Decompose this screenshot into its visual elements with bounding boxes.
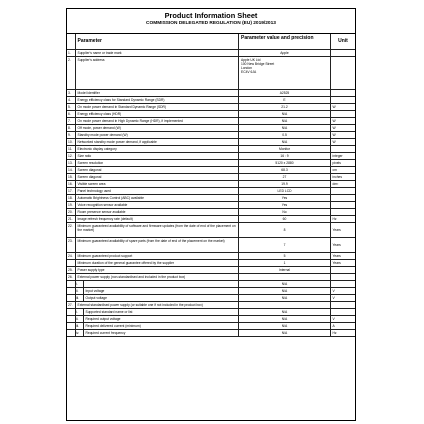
row-parameter: Required current frequency xyxy=(84,330,239,336)
row-sub-number: ii. xyxy=(76,316,84,322)
table-row xyxy=(67,90,355,97)
row-sub-number: iii. xyxy=(76,323,84,329)
row-value: N/A xyxy=(239,281,331,287)
table-row xyxy=(67,295,355,302)
table-row xyxy=(67,260,355,267)
row-unit: inches xyxy=(332,174,343,179)
row-sub-number: i. xyxy=(76,281,84,287)
row-number xyxy=(67,323,76,329)
row-parameter: Voice recognition sensor available xyxy=(76,202,239,208)
row-number: 3. xyxy=(67,90,76,96)
row-parameter: Standby mode power demand (W) xyxy=(76,132,239,138)
table-row xyxy=(67,267,355,274)
row-parameter: Networked standby mode power demand, if applicable xyxy=(76,139,239,145)
row-parameter: Power supply type xyxy=(76,267,239,273)
row-parameter: Electronic display category xyxy=(76,146,239,152)
row-value: N/A xyxy=(239,323,331,329)
row-number: 12. xyxy=(67,153,76,159)
row-parameter: Minimum guaranteed product support xyxy=(76,253,239,259)
sheet-title: Product Information Sheet xyxy=(164,11,258,20)
row-unit xyxy=(331,50,355,56)
table-row xyxy=(67,223,355,238)
row-number: 8. xyxy=(67,125,76,131)
row-unit: Years xyxy=(332,228,341,232)
row-unit xyxy=(331,281,355,287)
row-unit: Hz xyxy=(332,330,337,335)
row-unit xyxy=(331,274,355,280)
row-parameter: Energy efficiency class for Standard Dynamic Range (SDR) xyxy=(76,97,239,103)
row-number xyxy=(67,309,76,315)
row-unit: dm² xyxy=(332,181,339,186)
row-number xyxy=(67,295,76,301)
row-parameter: Supported standard name or list xyxy=(84,309,239,315)
row-number: 16. xyxy=(67,181,76,187)
row-unit: W xyxy=(332,139,336,144)
row-value: 19.9 xyxy=(239,181,331,187)
row-unit: A xyxy=(332,323,335,328)
row-value xyxy=(239,274,331,280)
table-row xyxy=(67,274,355,281)
row-parameter: Minimum guaranteed availability of software and firmware updates (from the date of end of the placement on the market) xyxy=(76,223,239,237)
table-row xyxy=(67,111,355,118)
row-value: No xyxy=(239,209,331,215)
row-number: 17. xyxy=(67,188,76,194)
row-value: E xyxy=(239,97,331,103)
table-row xyxy=(67,330,355,337)
row-unit xyxy=(331,97,355,103)
row-value: N/A xyxy=(239,139,331,145)
row-unit: V xyxy=(332,316,335,321)
sheet-subtitle: COMMISSION DELEGATED REGULATION (EU) 2019/2013 xyxy=(146,21,276,26)
row-number: 23. xyxy=(67,238,76,252)
row-parameter: Supplier's name or trade mark xyxy=(76,50,239,56)
row-number: 27. xyxy=(67,302,76,308)
row-number: 13. xyxy=(67,160,76,166)
row-unit xyxy=(331,90,355,96)
table-row xyxy=(67,104,355,111)
row-unit: V xyxy=(332,288,335,293)
row-parameter: Input voltage xyxy=(84,288,239,294)
row-unit: W xyxy=(332,104,336,109)
row-value: 7 xyxy=(239,238,331,252)
row-unit xyxy=(331,309,355,315)
row-unit xyxy=(331,302,355,308)
row-unit: W xyxy=(332,125,336,130)
table-row xyxy=(67,288,355,295)
row-value: Internal xyxy=(239,267,331,273)
row-parameter: Image refresh frequency rate (default) xyxy=(76,216,239,222)
row-value: 27 xyxy=(239,174,331,180)
row-number: 14. xyxy=(67,167,76,173)
row-value: N/A xyxy=(239,125,331,131)
row-value: LED LCD xyxy=(239,188,331,194)
row-unit: W xyxy=(332,118,336,123)
table-row xyxy=(67,302,355,309)
table-row xyxy=(67,202,355,209)
row-value: Apple xyxy=(239,50,331,56)
row-number xyxy=(67,281,76,287)
row-value: 60 xyxy=(239,216,331,222)
row-parameter: On mode power demand in High Dynamic Range (HDR), if implemented xyxy=(76,118,239,124)
table-row xyxy=(67,253,355,260)
row-number: 20. xyxy=(67,209,76,215)
row-parameter: Output voltage xyxy=(84,295,239,301)
table-row xyxy=(67,125,355,132)
row-unit: pixels xyxy=(332,160,341,165)
row-unit: Years xyxy=(332,253,341,258)
row-number: 5. xyxy=(67,104,76,110)
header-parameter: Parameter xyxy=(76,34,239,49)
row-parameter: On mode power demand in Standard Dynamic Range (SDR) xyxy=(76,104,239,110)
row-number: 11. xyxy=(67,146,76,152)
row-unit xyxy=(331,146,355,152)
row-value: 21.2 xyxy=(239,104,331,110)
header-number-cell xyxy=(67,34,76,49)
row-value: 5120 x 2880 xyxy=(239,160,331,166)
row-unit: W xyxy=(332,132,336,137)
row-unit: integer xyxy=(332,153,343,158)
row-value: N/A xyxy=(239,316,331,322)
table-row xyxy=(67,174,355,181)
table-row xyxy=(67,160,355,167)
row-unit xyxy=(331,195,355,201)
row-parameter: Off mode, power demand (W) xyxy=(76,125,239,131)
table-header-row xyxy=(67,34,355,50)
table-row xyxy=(67,118,355,125)
row-parameter: Panel technology used xyxy=(76,188,239,194)
table-row xyxy=(67,323,355,330)
table-row xyxy=(67,167,355,174)
row-sub-number: iv. xyxy=(76,330,84,336)
row-parameter: Screen resolution xyxy=(76,160,239,166)
row-parameter: Required delivered current (minimum) xyxy=(84,323,239,329)
row-unit: V xyxy=(332,295,335,300)
row-parameter: External standardised power supply (or suitable one if not included in the product box) xyxy=(76,302,239,308)
table-row xyxy=(67,316,355,323)
table-row xyxy=(67,209,355,216)
row-number: 7. xyxy=(67,118,76,124)
table-row xyxy=(67,139,355,146)
row-parameter: Visible screen area xyxy=(76,181,239,187)
row-unit xyxy=(331,202,355,208)
row-number: 26. xyxy=(67,274,76,280)
row-unit: Years xyxy=(332,260,341,265)
row-value: Monitor xyxy=(239,146,331,152)
row-parameter: Automatic Brightness Control (ABC) available xyxy=(76,195,239,201)
row-unit xyxy=(331,188,355,194)
row-value xyxy=(239,302,331,308)
row-parameter: Screen diagonal xyxy=(76,174,239,180)
row-value: 5 xyxy=(239,253,331,259)
row-number xyxy=(67,330,76,336)
row-parameter: Model identifier xyxy=(76,90,239,96)
table-row xyxy=(67,238,355,253)
table-row xyxy=(67,188,355,195)
row-value: N/A xyxy=(239,111,331,117)
row-parameter: Energy efficiency class (HDR) xyxy=(76,111,239,117)
table-row xyxy=(67,181,355,188)
row-number: 10. xyxy=(67,139,76,145)
row-number: 19. xyxy=(67,202,76,208)
row-value: 0.5 xyxy=(239,132,331,138)
row-number xyxy=(67,288,76,294)
row-parameter: Room presence sensor available xyxy=(76,209,239,215)
row-unit xyxy=(331,267,355,273)
row-value: 8 xyxy=(239,223,331,237)
row-number: 24. xyxy=(67,253,76,259)
table-row xyxy=(67,216,355,223)
row-parameter: Required output voltage xyxy=(84,316,239,322)
table-row xyxy=(67,146,355,153)
row-number: 21. xyxy=(67,216,76,222)
table-row xyxy=(67,97,355,104)
row-value: N/A xyxy=(239,288,331,294)
row-value: Yes xyxy=(239,195,331,201)
table-row xyxy=(67,132,355,139)
row-value: N/A xyxy=(239,309,331,315)
row-parameter: Supplier's address xyxy=(76,57,239,89)
row-parameter: Minimum guaranteed availability of spare parts (from the date of end of the placement on the market) xyxy=(76,238,239,252)
row-parameter: Minimum duration of the general guarantee offered by the supplier xyxy=(76,260,239,266)
row-unit: cm xyxy=(332,167,337,172)
product-information-sheet xyxy=(66,8,356,421)
header-value: Parameter value and precision xyxy=(239,34,331,49)
header-unit: Unit xyxy=(338,38,348,44)
row-unit xyxy=(331,111,355,117)
row-unit: Hz xyxy=(332,216,337,221)
row-number: 25. xyxy=(67,267,76,273)
row-unit xyxy=(331,209,355,215)
row-parameter: Size ratio xyxy=(76,153,239,159)
row-parameter: External power supply (non-standardised and included in the product box) xyxy=(76,274,239,280)
table-row xyxy=(67,281,355,288)
table-row xyxy=(67,50,355,57)
row-number: 6. xyxy=(67,111,76,117)
table-row xyxy=(67,153,355,160)
row-unit: Years xyxy=(332,243,341,247)
row-number: 18. xyxy=(67,195,76,201)
row-number: 15. xyxy=(67,174,76,180)
row-value: N/A xyxy=(239,295,331,301)
row-number xyxy=(67,316,76,322)
row-value: 1 xyxy=(239,260,331,266)
row-value: A2525 xyxy=(239,90,331,96)
product-info-table xyxy=(67,33,355,421)
row-parameter: Screen diagonal xyxy=(76,167,239,173)
table-row xyxy=(67,57,355,90)
row-value: Apple UK Ltd 100 New Bridge Street London EC4V 6JA xyxy=(239,57,331,89)
row-value: Yes xyxy=(239,202,331,208)
row-value: N/A xyxy=(239,118,331,124)
row-sub-number: ii. xyxy=(76,288,84,294)
row-unit xyxy=(331,57,355,89)
row-value: 16 : 9 xyxy=(239,153,331,159)
row-number xyxy=(67,260,76,266)
table-row xyxy=(67,309,355,316)
row-number: 9. xyxy=(67,132,76,138)
table-row xyxy=(67,195,355,202)
row-sub-number: iii. xyxy=(76,295,84,301)
row-number: 4. xyxy=(67,97,76,103)
row-number: 22. xyxy=(67,223,76,237)
row-value: N/A xyxy=(239,330,331,336)
row-number: 2. xyxy=(67,57,76,89)
row-number: 1. xyxy=(67,50,76,56)
row-parameter xyxy=(84,281,239,287)
row-value: 68.3 xyxy=(239,167,331,173)
row-sub-number: i. xyxy=(76,309,84,315)
